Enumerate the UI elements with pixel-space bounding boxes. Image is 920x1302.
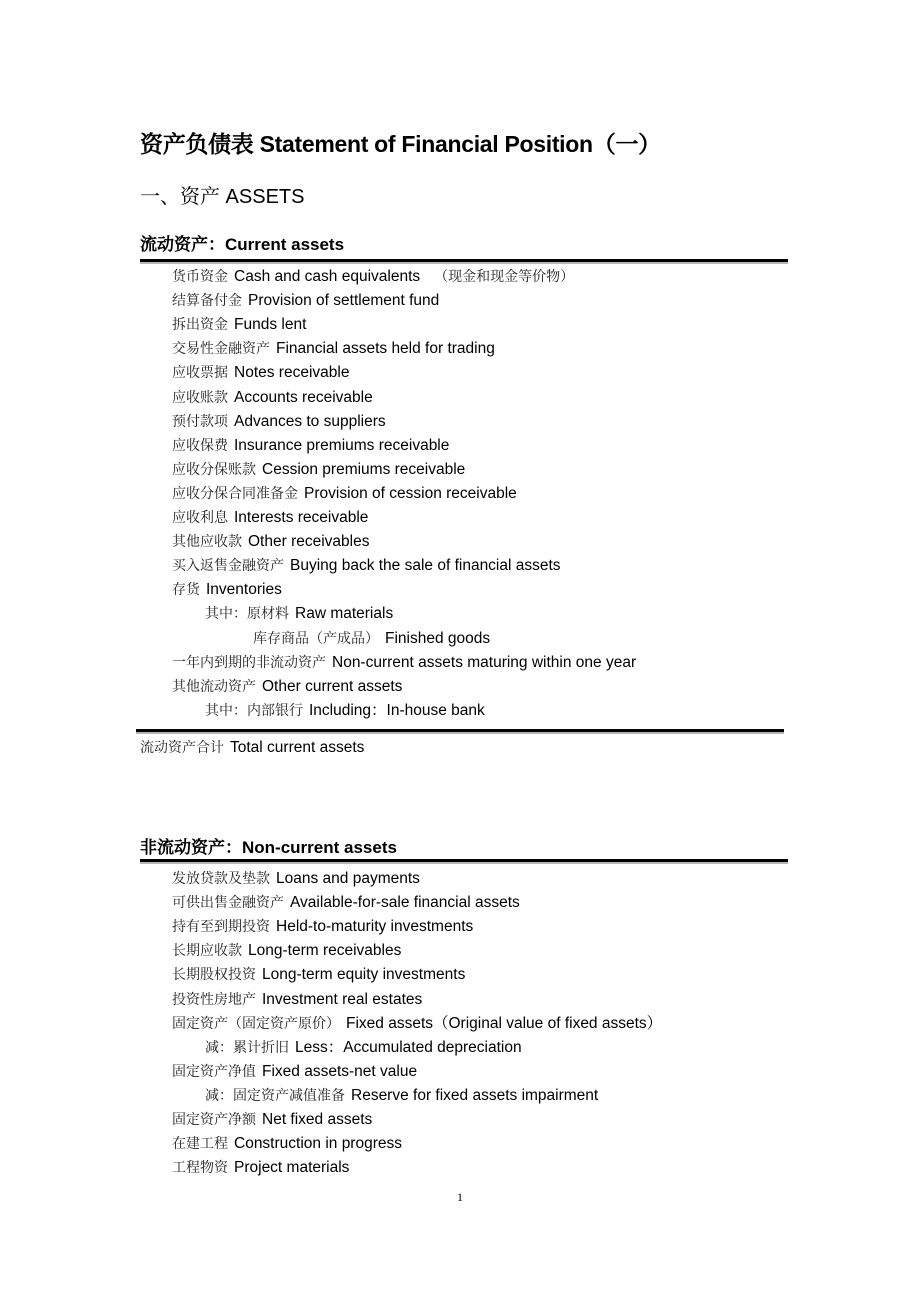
current-asset-label-zh: 交易性金融资产 — [172, 341, 270, 358]
non-current-asset-label-en: Reserve for fixed assets impairment — [351, 1086, 599, 1104]
current-asset-label-zh: 结算备付金 — [172, 293, 242, 310]
current-assets-heading: 流动资产：Current assets — [140, 235, 345, 254]
non-current-asset-label-zh: 可供出售金融资产 — [172, 895, 284, 912]
current-asset-row — [172, 482, 517, 506]
current-asset-row — [172, 434, 449, 458]
current-asset-row — [172, 265, 574, 289]
current-asset-row — [172, 578, 282, 602]
current-asset-label-zh: 存货 — [172, 582, 200, 599]
current-asset-label-zh: 预付款项 — [172, 413, 228, 430]
non-current-asset-row — [172, 1060, 417, 1084]
non-current-asset-label-zh: 减：固定资产减值准备 — [205, 1087, 345, 1104]
page-number: 1 — [457, 1190, 463, 1204]
non-current-asset-label-zh: 持有至到期投资 — [172, 919, 270, 936]
current-asset-row — [172, 675, 402, 699]
current-asset-label-zh: 其他应收款 — [172, 534, 242, 551]
non-current-asset-row — [205, 1036, 522, 1060]
current-asset-label-en: Cession premiums receivable — [262, 460, 466, 478]
non-current-asset-row — [172, 939, 401, 963]
non-current-asset-row — [172, 915, 473, 939]
current-asset-label-zh: 库存商品（产成品） — [253, 630, 379, 647]
non-current-asset-label-en: Less：Accumulated depreciation — [295, 1038, 522, 1056]
current-asset-label-en: Finished goods — [385, 629, 491, 647]
non-current-asset-row — [172, 1132, 402, 1156]
current-asset-label-en: Cash and cash equivalents — [234, 268, 421, 285]
current-asset-row — [172, 410, 386, 434]
non-current-assets-heading: 非流动资产：Non-current assets — [140, 838, 397, 857]
current-asset-label-zh: 一年内到期的非流动资产 — [172, 654, 326, 671]
non-current-asset-label-en: Fixed assets-net value — [262, 1062, 418, 1080]
current-assets-bottom-rule — [136, 729, 784, 732]
non-current-asset-label-zh: 工程物资 — [172, 1160, 228, 1177]
current-asset-label-en: Insurance premiums receivable — [234, 436, 450, 454]
current-asset-label-en: Buying back the sale of financial assets — [290, 557, 561, 575]
current-asset-label-en: Financial assets held for trading — [276, 340, 495, 358]
current-asset-row — [172, 458, 465, 482]
current-asset-label-zh: 应收分保合同准备金 — [172, 485, 298, 502]
current-asset-label-en: Advances to suppliers — [234, 412, 386, 430]
non-current-asset-label-zh: 减：累计折旧 — [205, 1039, 289, 1056]
current-asset-label-en: Other current assets — [262, 677, 403, 695]
non-current-asset-row — [172, 1156, 349, 1180]
current-assets-top-rule — [140, 259, 788, 262]
current-asset-label-en: Provision of cession receivable — [304, 484, 517, 502]
current-asset-label-zh: 其他流动资产 — [172, 678, 256, 695]
current-asset-label-en: Funds lent — [234, 316, 307, 334]
non-current-asset-label-en: Fixed assets（Original value of fixed assets） — [346, 1014, 663, 1032]
non-current-asset-label-en: Loans and payments — [276, 870, 420, 887]
current-asset-row — [172, 313, 306, 337]
current-asset-label-zh: 应收保费 — [172, 437, 228, 454]
current-asset-row — [172, 651, 636, 675]
non-current-asset-label-zh: 固定资产净值 — [172, 1063, 256, 1080]
current-asset-label-zh: 应收分保账款 — [172, 461, 256, 478]
current-asset-label-en: Accounts receivable — [234, 388, 373, 406]
non-current-asset-label-zh: 长期应收款 — [172, 943, 242, 960]
non-current-asset-row — [172, 1108, 372, 1132]
non-current-asset-row — [172, 867, 420, 891]
current-asset-row — [172, 289, 439, 313]
non-current-asset-label-zh: 固定资产净额 — [172, 1112, 256, 1128]
current-asset-label-en: Inventories — [206, 581, 282, 599]
non-current-asset-label-zh: 投资性房地产 — [172, 991, 256, 1008]
current-asset-label-zh: 其中：内部银行 — [205, 702, 303, 719]
current-asset-row — [205, 602, 393, 626]
current-asset-label-en: Non-current assets maturing within one year — [332, 653, 637, 671]
current-asset-label-en: Raw materials — [295, 605, 394, 623]
current-asset-label-en: Interests receivable — [234, 509, 369, 526]
total-current-assets-zh: 流动资产合计 — [140, 740, 224, 756]
current-asset-label-zh: 应收票据 — [172, 365, 228, 382]
current-asset-row — [172, 361, 349, 385]
current-asset-label-en: Provision of settlement fund — [248, 292, 440, 310]
current-asset-row — [172, 554, 561, 578]
current-asset-label-en: Other receivables — [248, 533, 370, 551]
non-current-asset-row — [172, 988, 422, 1012]
current-asset-note: （现金和现金等价物） — [434, 269, 575, 285]
current-asset-label-en: Notes receivable — [234, 364, 350, 382]
non-current-asset-label-en: Net fixed assets — [262, 1111, 373, 1128]
total-current-assets-row — [140, 736, 364, 760]
non-current-asset-row — [205, 1084, 598, 1108]
non-current-asset-row — [172, 1012, 662, 1036]
non-current-asset-label-zh: 长期股权投资 — [172, 967, 256, 984]
total-current-assets-en: Total current assets — [230, 739, 365, 756]
current-asset-label-zh: 应收利息 — [172, 510, 228, 526]
current-asset-label-zh: 应收账款 — [172, 389, 228, 406]
current-asset-label-zh: 货币资金 — [172, 269, 228, 285]
non-current-asset-label-zh: 发放贷款及垫款 — [172, 871, 270, 887]
non-current-asset-label-en: Long-term equity investments — [262, 966, 466, 984]
non-current-asset-label-zh: 固定资产（固定资产原价） — [172, 1015, 340, 1032]
non-current-asset-label-en: Available-for-sale financial assets — [290, 894, 520, 912]
current-asset-row — [172, 506, 368, 530]
current-asset-label-zh: 买入返售金融资产 — [172, 558, 284, 575]
current-asset-row — [172, 337, 495, 361]
current-asset-row — [253, 627, 490, 651]
section-heading-assets: 一、资产 ASSETS — [140, 186, 305, 208]
non-current-asset-label-en: Held-to-maturity investments — [276, 918, 474, 936]
non-current-asset-row — [172, 963, 465, 987]
current-asset-label-en: Including：In-house bank — [309, 701, 485, 719]
non-current-assets-top-rule — [140, 859, 788, 862]
non-current-asset-label-en: Long-term receivables — [248, 942, 402, 960]
current-asset-label-zh: 其中：原材料 — [205, 606, 289, 623]
current-asset-row — [205, 699, 485, 723]
current-asset-row — [172, 386, 373, 410]
non-current-asset-label-en: Project materials — [234, 1159, 350, 1177]
non-current-asset-label-en: Investment real estates — [262, 990, 423, 1008]
current-asset-label-zh: 拆出资金 — [172, 317, 228, 334]
page-title: 资产负债表 Statement of Financial Position（一） — [140, 131, 661, 157]
non-current-asset-row — [172, 891, 520, 915]
non-current-asset-label-en: Construction in progress — [234, 1135, 402, 1153]
current-asset-row — [172, 530, 369, 554]
non-current-asset-label-zh: 在建工程 — [172, 1136, 228, 1153]
